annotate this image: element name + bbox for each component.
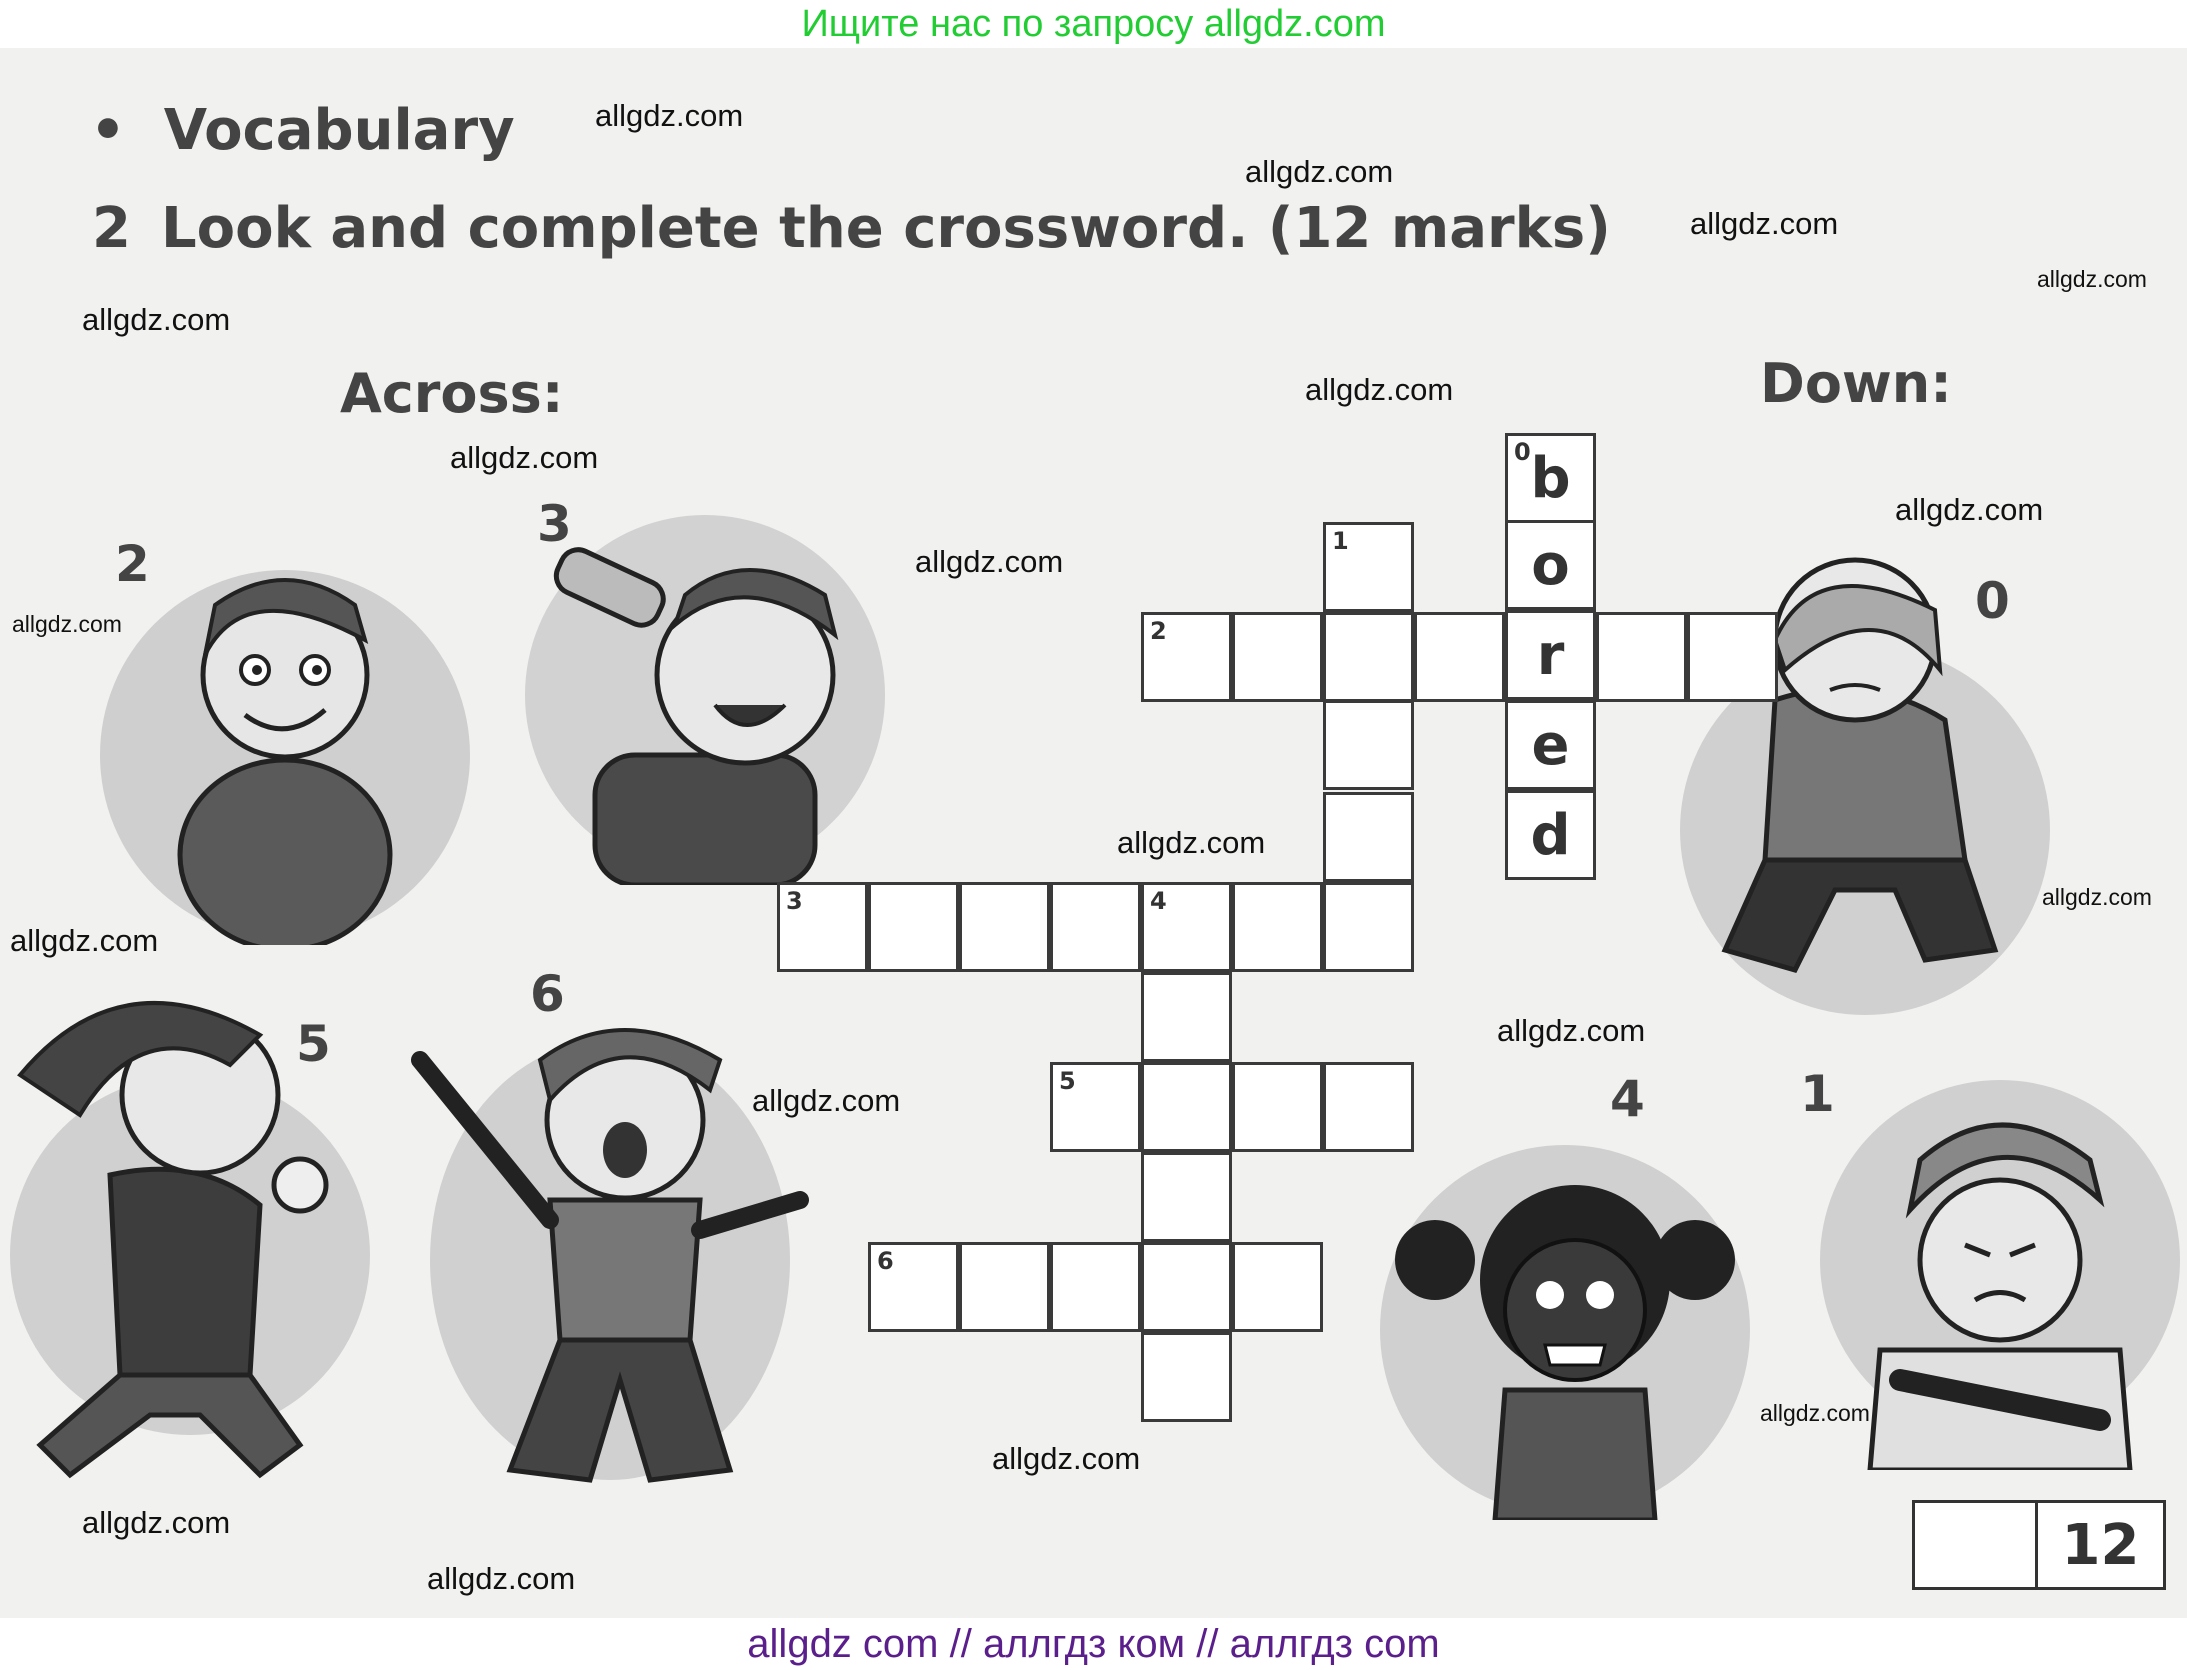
crossword-cell[interactable] bbox=[1323, 1062, 1414, 1152]
picture-number-6: 6 bbox=[530, 965, 565, 1023]
picture-number-5: 5 bbox=[296, 1015, 331, 1073]
clue-number: 6 bbox=[877, 1247, 894, 1275]
watermark: allgdz.com bbox=[12, 611, 122, 637]
down-label: Down: bbox=[1760, 352, 1952, 415]
cell-letter: b bbox=[1530, 446, 1571, 511]
cell-letter: o bbox=[1531, 533, 1570, 598]
crossword-cell[interactable] bbox=[1505, 433, 1596, 523]
top-banner[interactable]: Ищите нас по запросу allgdz.com bbox=[801, 3, 1386, 45]
task-instruction bbox=[92, 196, 1611, 261]
kid-6-illustration bbox=[400, 1000, 840, 1500]
crossword-cell[interactable] bbox=[1323, 700, 1414, 790]
crossword-cell[interactable] bbox=[1141, 882, 1232, 972]
crossword-cell[interactable] bbox=[1505, 610, 1596, 700]
clue-number: 4 bbox=[1150, 887, 1167, 915]
watermark: allgdz.com bbox=[1760, 1400, 1870, 1426]
watermark: allgdz.com bbox=[1117, 825, 1266, 860]
bullet: • bbox=[90, 98, 126, 163]
crossword-cell[interactable] bbox=[1141, 1242, 1232, 1332]
cell-letter: d bbox=[1530, 803, 1571, 868]
watermark: allgdz.com bbox=[752, 1083, 901, 1118]
crossword-cell[interactable] bbox=[1232, 612, 1323, 702]
crossword-cell[interactable] bbox=[1141, 612, 1232, 702]
cell-letter: e bbox=[1531, 713, 1570, 778]
across-label: Across: bbox=[340, 362, 564, 425]
watermark: allgdz.com bbox=[2042, 884, 2152, 910]
kid-3-illustration bbox=[515, 505, 895, 885]
crossword-cell[interactable] bbox=[1232, 1242, 1323, 1332]
crossword-cell[interactable] bbox=[1050, 882, 1141, 972]
watermark: allgdz.com bbox=[992, 1441, 1141, 1476]
crossword-cell[interactable] bbox=[1141, 972, 1232, 1062]
watermark: allgdz.com bbox=[427, 1561, 576, 1596]
crossword-cell[interactable] bbox=[1323, 792, 1414, 882]
crossword-cell[interactable] bbox=[1414, 612, 1505, 702]
crossword-cell[interactable] bbox=[1687, 612, 1778, 702]
crossword-cell[interactable] bbox=[1505, 790, 1596, 880]
crossword-cell[interactable] bbox=[959, 1242, 1050, 1332]
watermark: allgdz.com bbox=[82, 1505, 231, 1540]
watermark: allgdz.com bbox=[450, 440, 599, 475]
section-title bbox=[90, 98, 515, 163]
cell-letter: r bbox=[1536, 623, 1565, 688]
crossword-cell[interactable] bbox=[1232, 1062, 1323, 1152]
watermark: allgdz.com bbox=[595, 98, 744, 133]
score-box[interactable] bbox=[1912, 1500, 2166, 1590]
crossword-cell[interactable] bbox=[777, 882, 868, 972]
crossword-cell[interactable] bbox=[1141, 1332, 1232, 1422]
task-text: Look and complete the crossword. (12 marks) bbox=[160, 196, 1611, 261]
watermark: allgdz.com bbox=[1895, 492, 2044, 527]
picture-number-4: 4 bbox=[1610, 1070, 1645, 1128]
crossword-cell[interactable] bbox=[959, 882, 1050, 972]
watermark: allgdz.com bbox=[1497, 1013, 1646, 1048]
clue-number: 2 bbox=[1150, 617, 1167, 645]
crossword-cell[interactable] bbox=[868, 1242, 959, 1332]
section-title-text: Vocabulary bbox=[163, 98, 515, 163]
crossword-cell[interactable] bbox=[1323, 522, 1414, 612]
kid-2-illustration bbox=[95, 545, 475, 945]
kid-4-illustration bbox=[1365, 1120, 1765, 1520]
clue-number: 0 bbox=[1514, 438, 1531, 466]
picture-number-1: 1 bbox=[1800, 1065, 1835, 1123]
crossword-cell[interactable] bbox=[1505, 520, 1596, 610]
clue-number: 3 bbox=[786, 887, 803, 915]
crossword-cell[interactable] bbox=[1141, 1062, 1232, 1152]
crossword-cell[interactable] bbox=[1505, 700, 1596, 790]
clue-number: 5 bbox=[1059, 1067, 1076, 1095]
crossword-cell[interactable] bbox=[1232, 882, 1323, 972]
crossword-cell[interactable] bbox=[1050, 1062, 1141, 1152]
picture-number-2: 2 bbox=[115, 535, 150, 593]
watermark: allgdz.com bbox=[1305, 372, 1454, 407]
watermark: allgdz.com bbox=[2037, 266, 2147, 292]
crossword-cell[interactable] bbox=[1141, 1152, 1232, 1242]
crossword-cell[interactable] bbox=[868, 882, 959, 972]
score-total: 12 bbox=[2061, 1513, 2140, 1578]
watermark: allgdz.com bbox=[915, 544, 1064, 579]
picture-number-0: 0 bbox=[1975, 572, 2010, 630]
task-number: 2 bbox=[92, 196, 131, 261]
crossword-cell[interactable] bbox=[1050, 1242, 1141, 1332]
watermark: allgdz.com bbox=[10, 923, 159, 958]
crossword-cell[interactable] bbox=[1323, 612, 1414, 702]
picture-number-3: 3 bbox=[537, 495, 572, 553]
crossword-cell[interactable] bbox=[1596, 612, 1687, 702]
watermark: allgdz.com bbox=[82, 302, 231, 337]
bottom-banner[interactable]: allgdz com // аллгдз ком // аллгдз com bbox=[747, 1622, 1440, 1666]
watermark: allgdz.com bbox=[1690, 206, 1839, 241]
watermark: allgdz.com bbox=[1245, 154, 1394, 189]
crossword-cell[interactable] bbox=[1323, 882, 1414, 972]
clue-number: 1 bbox=[1332, 527, 1349, 555]
